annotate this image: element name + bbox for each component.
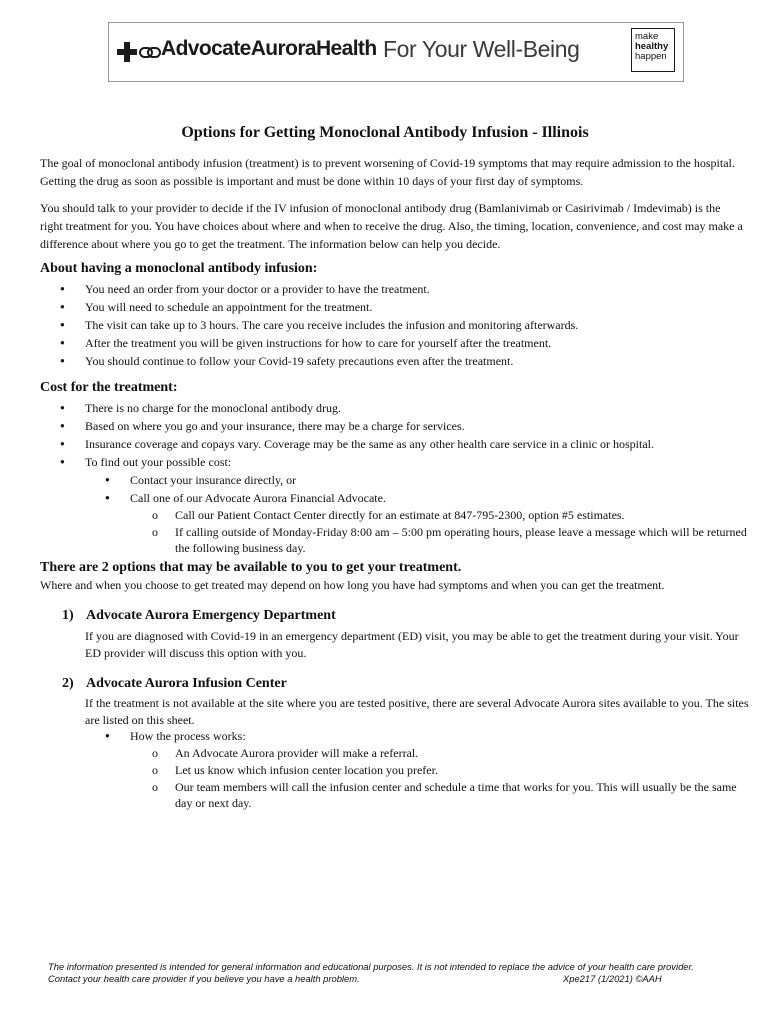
- sub-list-item: [85, 489, 750, 556]
- list-item: ● After the treatment you will be given instructions for how to care for yourself after the treatment.: [40, 334, 750, 352]
- list-item: ● There is no charge for the monoclonal antibody drug.: [40, 399, 750, 417]
- option-number: 2): [62, 676, 74, 691]
- process-step: o An Advocate Aurora provider will make a referral.: [130, 745, 750, 761]
- badge-line: healthy: [635, 41, 669, 52]
- list-item: [85, 727, 750, 811]
- list-item: ● You should continue to follow your Covid-19 safety precautions even after the treatment.: [40, 352, 750, 370]
- make-healthy-happen-badge: [631, 28, 675, 72]
- header-tagline: For Your Well-Being: [383, 36, 580, 62]
- footer-line-1: The information presented is intended for general information and educational purposes. It is not intended to replace the advice of your health care provider.: [48, 961, 694, 972]
- option-2-body: If the treatment is not available at the site where you are tested positive, there are several Advocate Aurora sites available to you. The sites are listed on this sheet.: [85, 696, 749, 727]
- option-2-heading: [62, 676, 287, 692]
- option-title: Advocate Aurora Infusion Center: [86, 676, 287, 691]
- process-list: [85, 727, 750, 812]
- option-1-heading: [62, 608, 336, 624]
- process-steps: [130, 745, 750, 811]
- cost-list: [40, 399, 750, 557]
- footer-line-2-row: [48, 973, 748, 985]
- cost-sub-list: [85, 471, 750, 556]
- list-item: ● Based on where you go and your insurance, there may be a charge for services.: [40, 417, 750, 435]
- process-label: How the process works:: [130, 729, 246, 743]
- list-item: [40, 453, 750, 556]
- chain-links-logo-icon: [139, 45, 159, 57]
- about-heading: About having a monoclonal antibody infusion:: [40, 261, 318, 276]
- process-step: o Our team members will call the infusion center and schedule a time that works for you. This will usually be the same day or next day.: [130, 779, 750, 811]
- option-1-body: If you are diagnosed with Covid-19 in an emergency department (ED) visit, you may be able to get the treatment during your visit. Your ED provider will discuss this option with you.: [85, 629, 739, 660]
- sub-sub-list-item: o If calling outside of Monday-Friday 8:00 am – 5:00 pm operating hours, please leave a message which will be returned the following business day.: [130, 524, 750, 556]
- badge-line: happen: [635, 51, 667, 62]
- document-title: Options for Getting Monoclonal Antibody Infusion - Illinois: [181, 124, 589, 141]
- intro-paragraph-1: The goal of monoclonal antibody infusion (treatment) is to prevent worsening of Covid-19 symptoms that may require admission to the hospital. Getting the drug as soon as possible is important and must be done within 10 days of your first day of symptoms.: [40, 156, 735, 188]
- options-heading: There are 2 options that may be available to you to get your treatment.: [40, 560, 462, 575]
- sub-list-item: ● Contact your insurance directly, or: [85, 471, 750, 489]
- cross-logo-icon: [117, 42, 137, 62]
- footer-line-2: Contact your health care provider if you believe you have a health problem.: [48, 973, 360, 984]
- list-item-text: To find out your possible cost:: [85, 455, 232, 469]
- sub-list-item-text: Call one of our Advocate Aurora Financial Advocate.: [130, 491, 386, 505]
- sub-sub-list-item: o Call our Patient Contact Center directly for an estimate at 847-795-2300, option #5 estimates.: [130, 507, 750, 523]
- cost-heading: Cost for the treatment:: [40, 380, 178, 395]
- brand-name: AdvocateAuroraHealth: [161, 37, 377, 60]
- cost-sub-sub-list: [130, 507, 750, 556]
- intro-paragraph-2: You should talk to your provider to decide if the IV infusion of monoclonal antibody drug (Bamlanivimab or Casirivimab / Imdevimab) is the right treatment for you. You have choices about where and when to receive the drug. Also, the timing, location, convenience, and cost may make a difference about where you go to get the treatment. The information below can help you decide.: [40, 201, 743, 251]
- list-item: ● The visit can take up to 3 hours. The care you receive includes the infusion and monitoring afterwards.: [40, 316, 750, 334]
- list-item: ● Insurance coverage and copays vary. Coverage may be the same as any other health care service in a clinic or hospital.: [40, 435, 750, 453]
- list-item: ● You will need to schedule an appointment for the treatment.: [40, 298, 750, 316]
- options-subtext: Where and when you choose to get treated may depend on how long you have had symptoms and when you can get the treatment.: [40, 578, 665, 592]
- header-banner: [108, 22, 684, 82]
- list-item: ● You need an order from your doctor or a provider to have the treatment.: [40, 280, 750, 298]
- footer-disclaimer: [48, 961, 748, 985]
- process-step: o Let us know which infusion center location you prefer.: [130, 762, 750, 778]
- document-code: Xpe217 (1/2021) ©AAH: [563, 973, 662, 984]
- badge-line: make: [635, 31, 659, 42]
- option-number: 1): [62, 608, 74, 623]
- about-list: [40, 280, 750, 370]
- option-title: Advocate Aurora Emergency Department: [86, 608, 336, 623]
